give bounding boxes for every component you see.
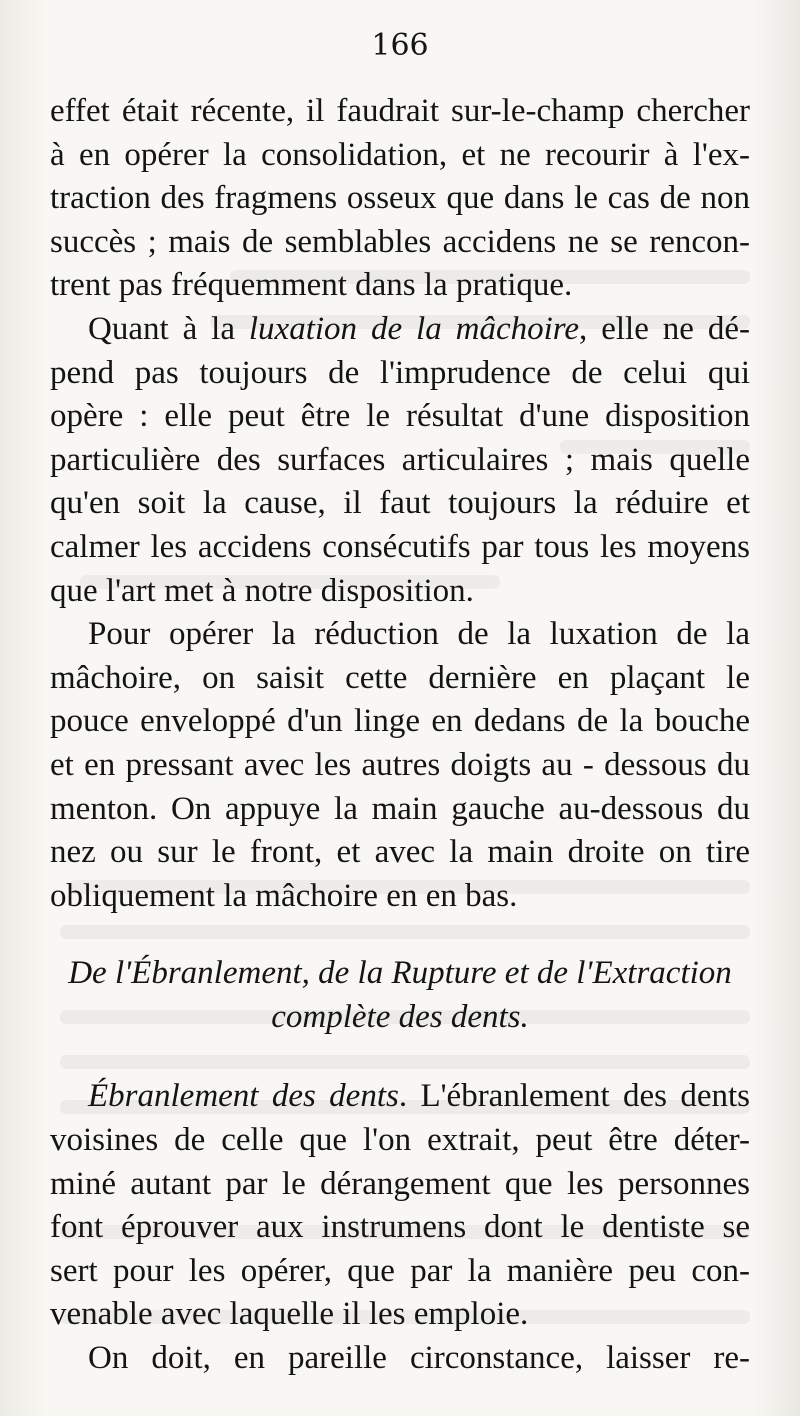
text-line: [50, 308, 750, 352]
text-line: trent pas fréquemment dans la pratique.: [50, 267, 573, 304]
text-line: pouce enveloppé d'un linge en dedans de la bouche: [50, 703, 750, 740]
text-line: que l'art met à notre disposition.: [50, 572, 474, 609]
inline-text: . L'ébranlement des dents: [398, 1078, 750, 1115]
text-line: On doit, en pareille circonstance, laisser re-: [88, 1340, 750, 1377]
paragraph-4: [50, 1075, 750, 1337]
paragraph-5: [50, 1337, 750, 1381]
paragraph-3: [50, 613, 750, 918]
text-line: font éprouver aux instrumens dont le dentiste se: [50, 1209, 750, 1246]
text-line: voisines de celle que l'on extrait, peut être déter-: [50, 1122, 750, 1159]
text-line: venable avec laquelle il les emploie.: [50, 1296, 529, 1333]
paragraph-2: [50, 308, 750, 613]
text-line: sert pour les opérer, que par la manière peu con-: [50, 1252, 750, 1289]
heading-line-2: complète des dents.: [271, 998, 529, 1035]
text-line: traction des fragmens osseux que dans le cas de non: [50, 180, 750, 217]
text-line: qu'en soit la cause, il faut toujours la réduire et: [50, 485, 750, 522]
text-line: effet était récente, il faudrait sur-le-champ chercher: [50, 93, 750, 129]
text-line: succès ; mais de semblables accidens ne se rencon-: [50, 223, 750, 260]
text-line: calmer les accidens consécutifs par tous les moyens: [50, 528, 750, 565]
inline-text: , elle ne dé-: [579, 310, 750, 347]
inline-text: Quant à la: [88, 310, 249, 347]
italic-term: luxation de la mâchoire: [248, 310, 580, 347]
page-number: 166: [371, 28, 429, 63]
paragraph-1: [50, 90, 750, 308]
text-line: Pour opérer la réduction de la luxation de la: [88, 616, 750, 653]
text-line: [50, 1075, 750, 1119]
text-line: menton. On appuye la main gauche au-dessous du: [50, 790, 750, 827]
text-line: à en opérer la consolidation, et ne recourir à l'ex-: [50, 136, 750, 173]
text-line: mâchoire, on saisit cette dernière en plaçant le: [50, 659, 750, 696]
text-line: pend pas toujours de l'imprudence de celui qui: [50, 354, 750, 391]
text-line: opère : elle peut être le résultat d'une disposition: [50, 398, 750, 435]
text-line: particulière des surfaces articulaires ; mais quelle: [50, 441, 750, 478]
text-line: et en pressant avec les autres doigts au - dessous du: [50, 746, 750, 783]
text-line: nez ou sur le front, et avec la main droite on tire: [50, 834, 750, 871]
text-line: miné autant par le dérangement que les personnes: [50, 1165, 750, 1202]
italic-term: Ébranlement des dents: [88, 1078, 399, 1115]
body-text: [50, 90, 750, 1381]
section-heading: [50, 952, 750, 1039]
text-line: obliquement la mâchoire en en bas.: [50, 877, 518, 914]
heading-line-1: De l'Ébranlement, de la Rupture et de l'Extraction: [68, 955, 732, 992]
